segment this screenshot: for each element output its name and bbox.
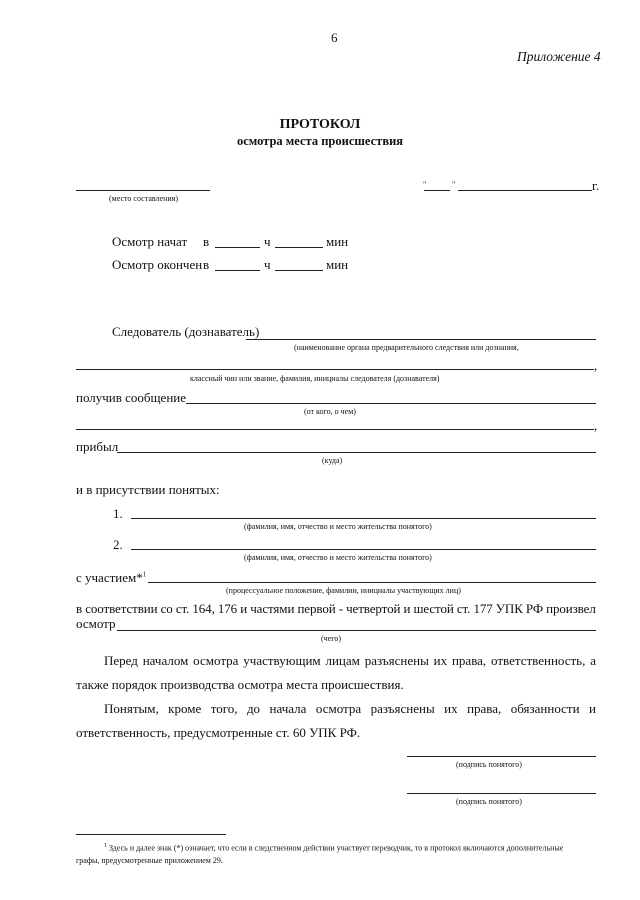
document-subtitle: осмотра места происшествия [236, 134, 404, 148]
time-started-label: Осмотр начат [112, 234, 188, 249]
witness-signature-1-field[interactable] [407, 756, 596, 757]
message-field-2[interactable] [76, 429, 594, 430]
participation-caption: (процессуальное положение, фамилии, инициалы участвующих лиц) [226, 586, 461, 595]
inspection-caption: (чего) [321, 634, 341, 643]
date-month-year-field[interactable] [458, 190, 592, 191]
investigator-caption-1: (наименование органа предварительного следствия или дознания, [294, 343, 519, 352]
footnote-divider [76, 834, 226, 835]
inspection-field[interactable] [117, 630, 596, 631]
participation-label [76, 570, 146, 586]
message-field[interactable] [186, 403, 596, 404]
time-started-hours-field[interactable] [215, 247, 260, 248]
witness-2-field[interactable] [131, 549, 596, 550]
inspection-label: осмотр [76, 616, 116, 631]
investigator-comma: , [594, 358, 598, 373]
appendix-label: Приложение 4 [517, 49, 601, 64]
witness-rights-paragraph: Понятым, кроме того, до начала осмотра разъяснены их права, обязанности и ответственность, предусмотренные ст. 60 УПК РФ. [76, 701, 596, 740]
arrived-field[interactable] [117, 452, 596, 453]
witness-signature-2-caption: (подпись понятого) [456, 797, 522, 806]
footnote-text: Здесь и далее знак (*) означает, что если в следственном действии участвует переводчик, то в протокол включаются дополнительные графы, предусмотренные приложением 29. [76, 843, 564, 865]
time-ended-minutes-unit: мин [326, 257, 349, 272]
place-caption: (место составления) [109, 194, 178, 203]
participation-field[interactable] [148, 582, 596, 583]
investigator-label: Следователь (дознаватель) [112, 324, 260, 339]
investigator-field[interactable] [246, 339, 596, 340]
date-quote-close: " [452, 180, 456, 189]
time-ended-hours-field[interactable] [215, 270, 260, 271]
accordance-text: в соответствии со ст. 164, 176 и частями первой - четвертой и шестой ст. 177 УПК РФ произвел [76, 601, 596, 616]
time-ended-label: Осмотр окончен [112, 257, 203, 272]
investigator-caption-2: классный чин или звание, фамилия, инициалы следователя (дознавателя) [190, 374, 440, 383]
message-label: получив сообщение [76, 390, 187, 405]
time-ended-minutes-field[interactable] [275, 270, 323, 271]
time-ended-hours-unit: ч [264, 257, 271, 272]
witness-1-field[interactable] [131, 518, 596, 519]
witness-signature-1-caption: (подпись понятого) [456, 760, 522, 769]
witness-signature-2-field[interactable] [407, 793, 596, 794]
footnote-number: 1 [104, 843, 107, 849]
time-started-minutes-field[interactable] [275, 247, 323, 248]
document-title: ПРОТОКОЛ [279, 117, 361, 132]
witness-2-caption: (фамилия, имя, отчество и место жительства понятого) [244, 553, 432, 562]
page-number: 6 [331, 30, 338, 45]
date-day-field[interactable] [424, 190, 450, 191]
footnote [76, 840, 586, 867]
message-caption: (от кого, о чем) [304, 407, 356, 416]
message-comma: , [594, 418, 598, 433]
investigator-field-2[interactable] [76, 369, 594, 370]
witness-1-number: 1. [113, 506, 123, 521]
time-started-minutes-unit: мин [326, 234, 349, 249]
year-suffix: г. [592, 178, 600, 193]
participation-label-text: с участием* [76, 570, 143, 585]
footnote-ref: 1 [142, 570, 147, 579]
time-started-prep: в [203, 234, 210, 249]
witness-1-caption: (фамилия, имя, отчество и место жительства понятого) [244, 522, 432, 531]
date-quote-open: " [423, 180, 427, 189]
time-ended-prep: в [203, 257, 210, 272]
arrived-label: прибыл [76, 439, 119, 454]
witness-2-number: 2. [113, 537, 123, 552]
place-field[interactable] [76, 190, 210, 191]
witnesses-label: и в присутствии понятых: [76, 482, 220, 497]
arrived-caption: (куда) [322, 456, 343, 465]
time-started-hours-unit: ч [264, 234, 271, 249]
rights-paragraph: Перед началом осмотра участвующим лицам разъяснены их права, ответственность, а также порядок производства осмотра места происшествия. [76, 653, 596, 692]
